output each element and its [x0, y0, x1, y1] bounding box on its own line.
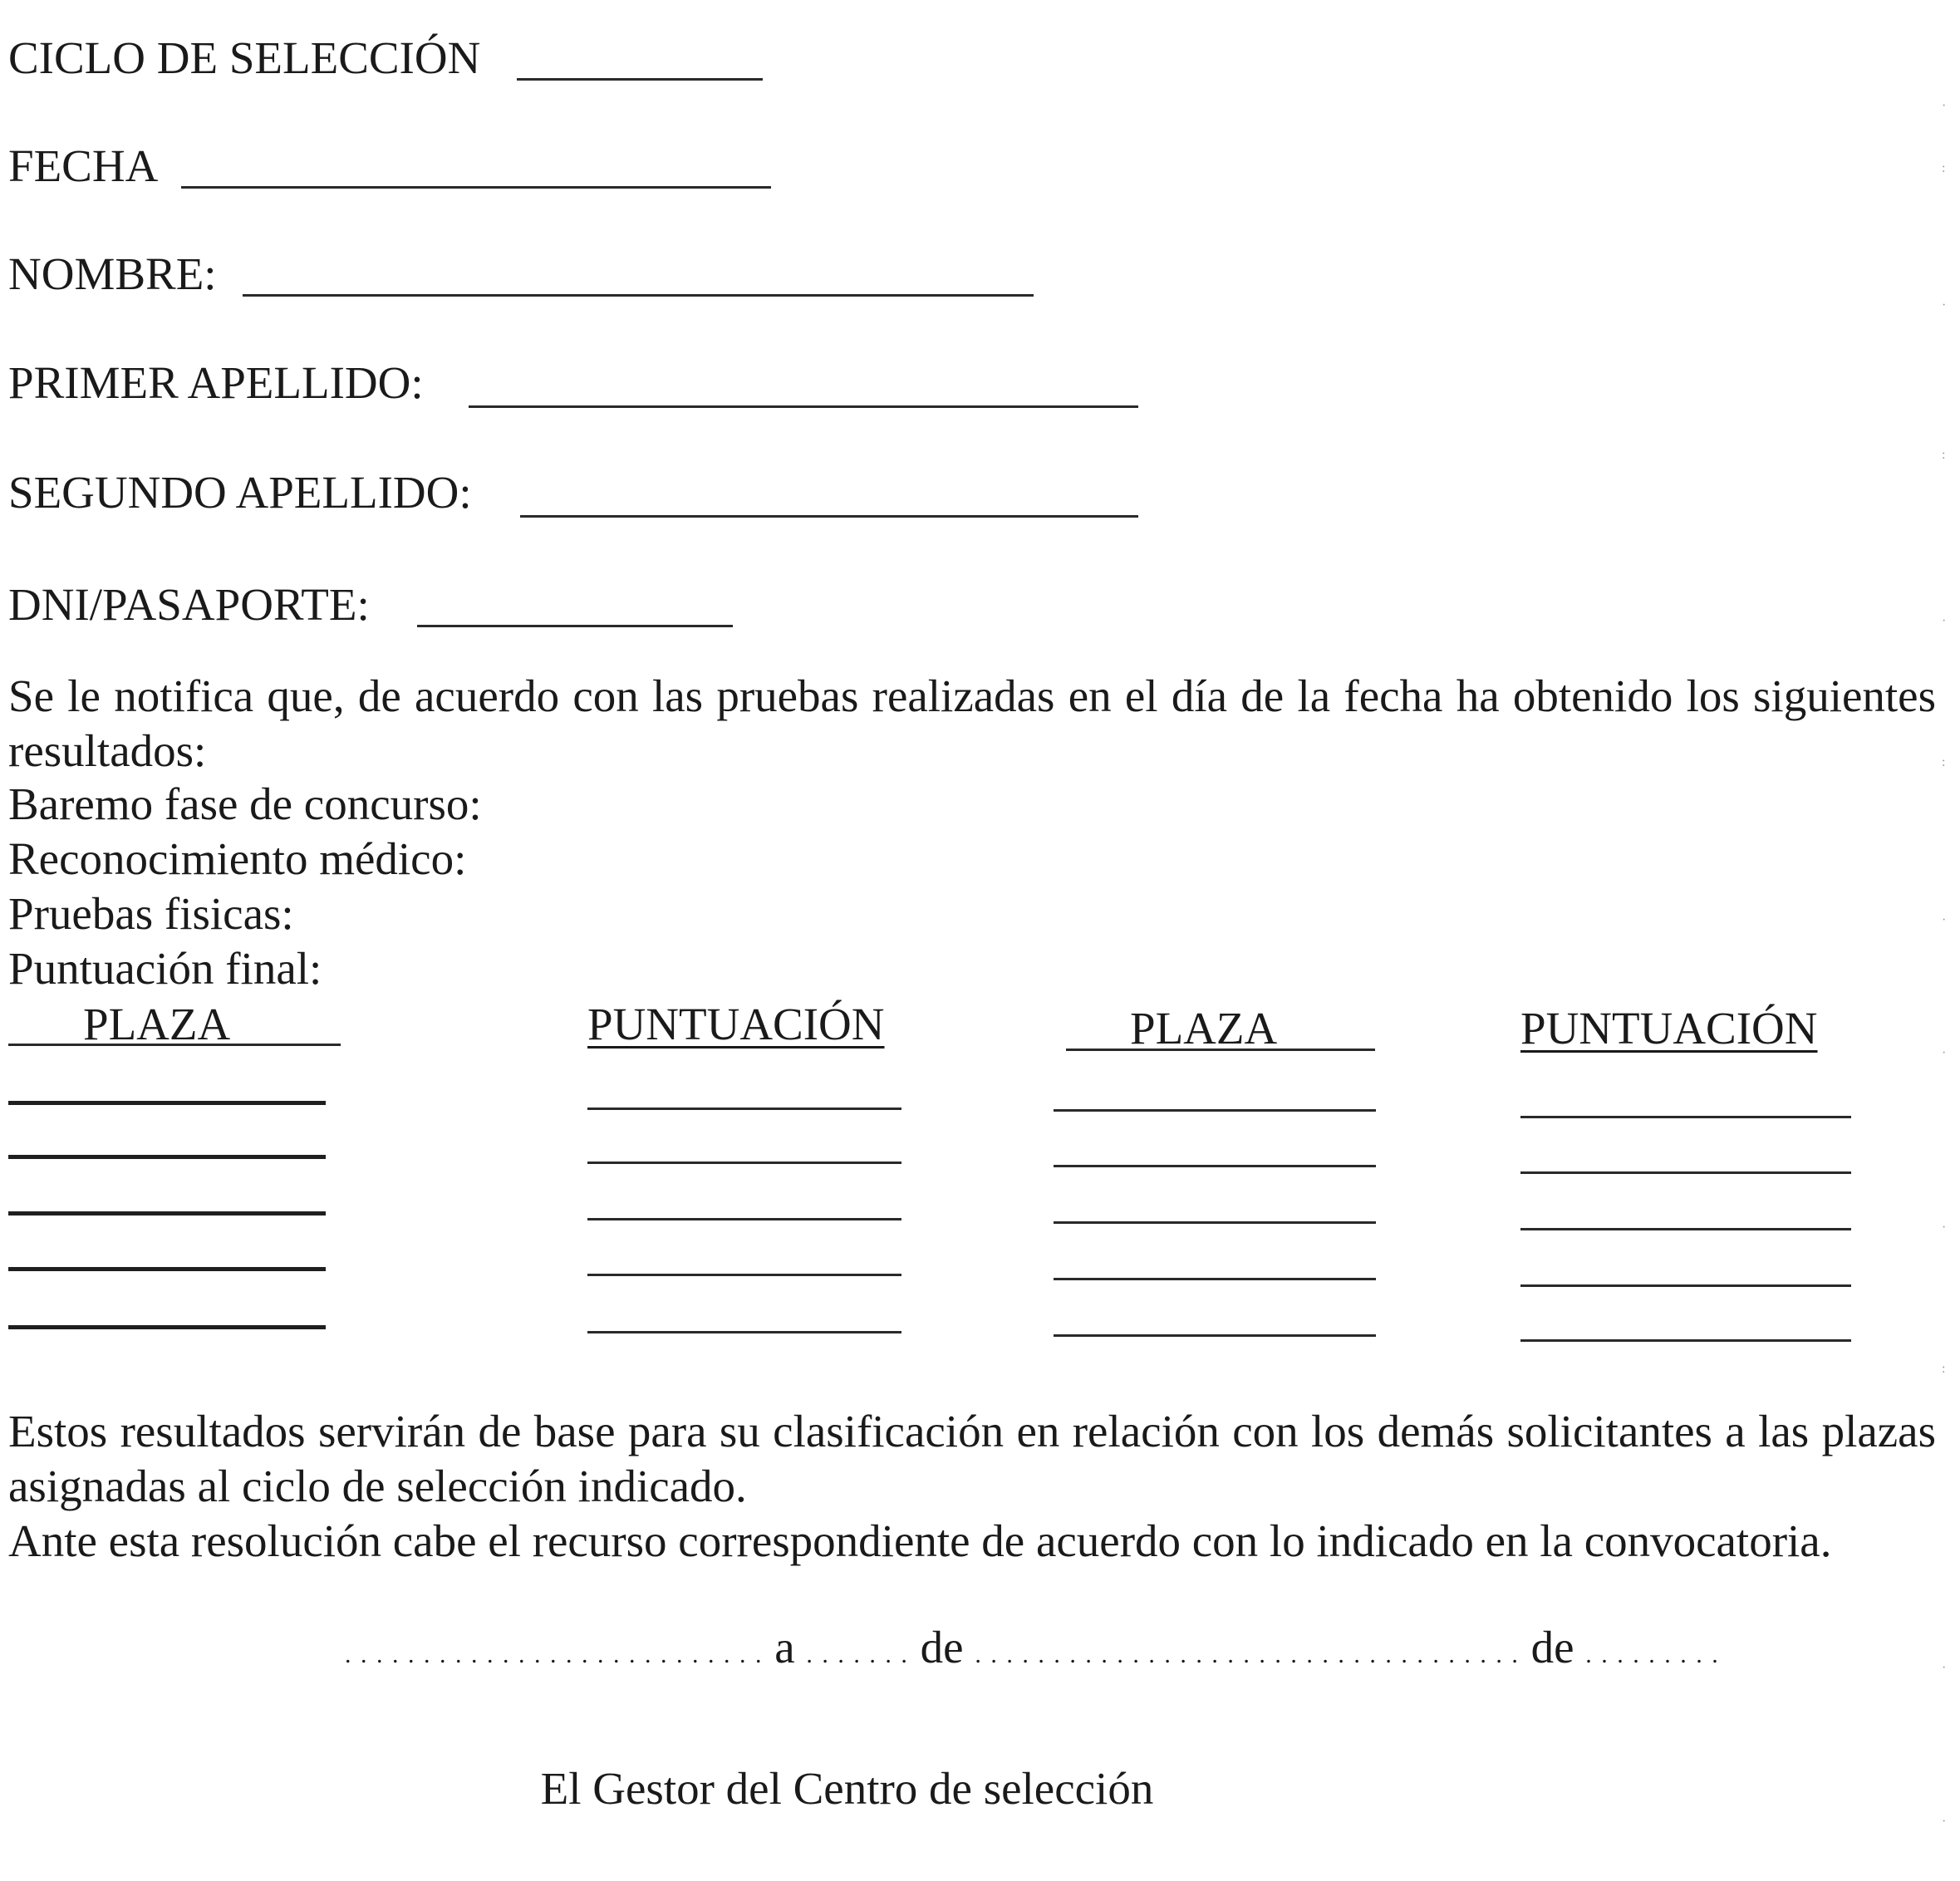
result-line[interactable]	[8, 1155, 326, 1159]
month-dots[interactable]: . . . . . . . . . . . . . . . . . . . . . . . . . . . . . . . . . . .	[975, 1641, 1520, 1668]
fecha-blank[interactable]	[181, 186, 771, 189]
nombre-blank[interactable]	[243, 294, 1034, 297]
scan-speck: :	[1942, 161, 1946, 175]
signature-text: El Gestor del Centro de selección	[540, 1763, 1154, 1814]
result-line[interactable]	[8, 1211, 326, 1216]
fecha-label: FECHA	[8, 140, 159, 191]
notification-intro: Se le notifica que, de acuerdo con las pruebas realizadas en el día de la fecha ha obtenido los siguientes resultados:	[8, 670, 1936, 776]
signature-line	[0, 1763, 1960, 1814]
closing-paragraph-1: Estos resultados servirán de base para su clasificación en relación con los demás solicitantes a las plazas asignadas al ciclo de selección indicado.	[8, 1406, 1936, 1511]
ciclo-blank[interactable]	[517, 78, 763, 81]
result-line[interactable]	[1054, 1334, 1376, 1337]
dni-row	[8, 579, 370, 630]
date-line	[345, 1624, 1720, 1670]
fecha-row	[8, 140, 159, 191]
scan-speck: :	[1942, 755, 1946, 769]
dni-label: DNI/PASAPORTE:	[8, 579, 370, 630]
result-line[interactable]	[587, 1218, 901, 1220]
result-line[interactable]	[8, 1325, 326, 1329]
result-line[interactable]	[1054, 1165, 1376, 1167]
result-line[interactable]	[1520, 1339, 1851, 1342]
header-puntuacion-2: PUNTUACIÓN	[1520, 1003, 1818, 1053]
header-puntuacion-1: PUNTUACIÓN	[587, 999, 885, 1049]
puntuacion-final-label: Puntuación final:	[8, 943, 322, 994]
year-dots[interactable]: . . . . . . . . .	[1585, 1641, 1720, 1668]
date-a: a	[774, 1622, 795, 1672]
reconocimiento-label: Reconocimiento médico:	[8, 833, 467, 884]
result-line[interactable]	[587, 1331, 901, 1333]
nombre-row	[8, 248, 217, 299]
header-plaza-2: PLAZA	[1130, 1003, 1278, 1053]
result-line[interactable]	[8, 1267, 326, 1271]
header-plaza-1: PLAZA	[83, 999, 231, 1049]
result-line[interactable]	[1520, 1171, 1851, 1174]
baremo-label: Baremo fase de concurso:	[8, 778, 482, 829]
date-de-2: de	[1530, 1622, 1574, 1672]
primer-apellido-blank[interactable]	[469, 405, 1138, 408]
result-line[interactable]	[1054, 1221, 1376, 1224]
result-line[interactable]	[1520, 1284, 1851, 1287]
result-line[interactable]	[587, 1274, 901, 1276]
ciclo-label: CICLO DE SELECCIÓN	[8, 32, 481, 83]
result-line[interactable]	[1054, 1109, 1376, 1112]
dni-blank[interactable]	[417, 625, 733, 627]
result-line[interactable]	[8, 1101, 326, 1105]
scan-speck: ·	[1942, 1220, 1947, 1235]
result-line[interactable]	[1520, 1116, 1851, 1118]
closing-paragraph-2: Ante esta resolución cabe el recurso correspondiente de acuerdo con lo indicado en la convocatoria.	[8, 1515, 1832, 1566]
segundo-apellido-label: SEGUNDO APELLIDO:	[8, 467, 472, 518]
result-line[interactable]	[587, 1162, 901, 1164]
scan-speck: ·	[1942, 298, 1947, 312]
pruebas-label: Pruebas fisicas:	[8, 888, 294, 939]
scan-speck: ·	[1942, 614, 1947, 628]
segundo-apellido-row	[8, 467, 472, 518]
segundo-apellido-blank[interactable]	[520, 515, 1138, 518]
scan-speck: ·	[1942, 1815, 1947, 1829]
day-dots[interactable]: . . . . . . .	[806, 1641, 909, 1668]
ciclo-row	[8, 32, 481, 83]
nombre-label: NOMBRE:	[8, 248, 217, 299]
result-line[interactable]	[587, 1107, 901, 1110]
primer-apellido-label: PRIMER APELLIDO:	[8, 357, 424, 408]
scan-speck: ·	[1942, 1046, 1947, 1060]
date-de-1: de	[920, 1622, 964, 1672]
scan-speck: ·	[1942, 913, 1947, 927]
scan-speck: :	[1942, 448, 1946, 462]
scan-speck: ·	[1942, 1661, 1947, 1675]
result-line[interactable]	[1054, 1278, 1376, 1280]
scan-speck: :	[1942, 1362, 1946, 1376]
scan-speck: ·	[1942, 99, 1947, 113]
place-dots[interactable]: . . . . . . . . . . . . . . . . . . . . . . . . . . .	[345, 1641, 764, 1668]
result-line[interactable]	[1520, 1228, 1851, 1230]
primer-apellido-row	[8, 357, 424, 408]
